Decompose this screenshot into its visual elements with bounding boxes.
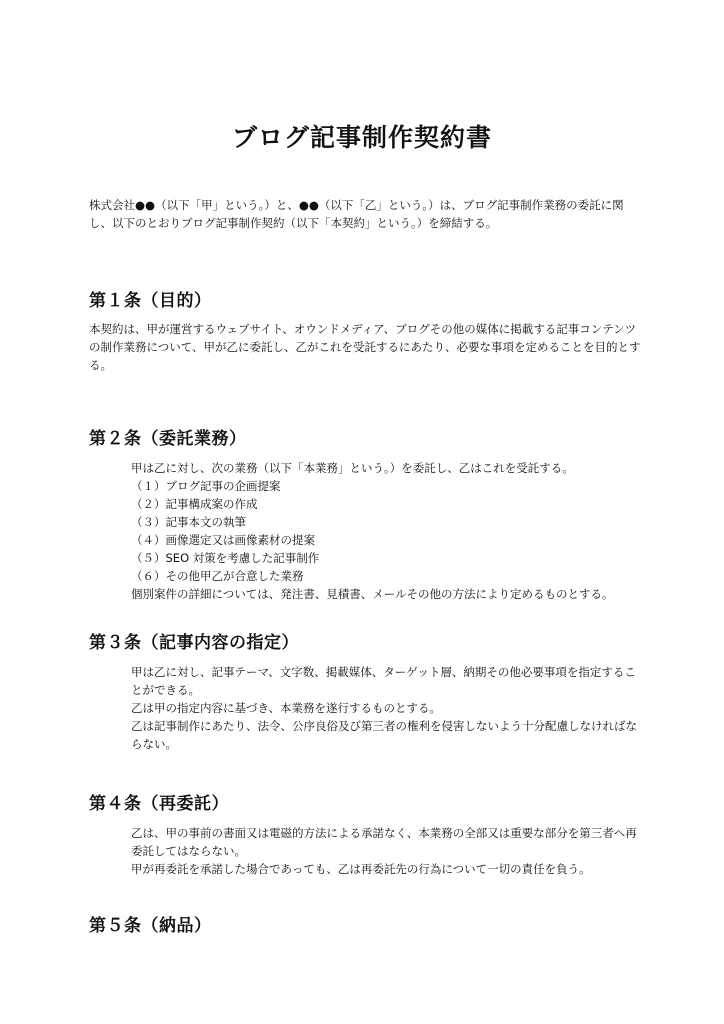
intro-paragraph: 株式会社●●（以下「甲」という。）と、●●（以下「乙」という。）は、ブログ記事制作業務の委託に関し、以下のとおりブログ記事制作契約（以下「本契約」という。）を締結する。 <box>89 198 624 230</box>
article-2-item-2: （２）記事構成案の作成 <box>131 497 258 511</box>
article-3-paragraph-1: 甲は乙に対し、記事テーマ、文字数、掲載媒体、ターゲット層、納期その他必要事項を指定することができる。 <box>131 665 636 697</box>
article-3-heading: 第３条（記事内容の指定） <box>89 633 299 653</box>
article-2-closing: 個別案件の詳細については、発注書、見積書、メールその他の方法により定めるものとする。 <box>131 587 614 601</box>
article-3-body <box>131 663 641 753</box>
article-2-item-4: （４）画像選定又は画像素材の提案 <box>131 533 315 547</box>
article-3-paragraph-2: 乙は甲の指定内容に基づき、本業務を遂行するものとする。 <box>131 701 442 715</box>
article-2-item-1: （１）ブログ記事の企画提案 <box>131 479 281 493</box>
article-4-paragraph-2: 甲が再委託を承諾した場合であっても、乙は再委託先の行為について一切の責任を負う。 <box>131 862 591 876</box>
article-3-paragraph-3: 乙は記事制作にあたり、法令、公序良俗及び第三者の権利を侵害しないよう十分配慮しなければならない。 <box>131 719 637 751</box>
article-2-item-3: （３）記事本文の執筆 <box>131 515 246 529</box>
article-2-body <box>131 459 641 603</box>
document-title: ブログ記事制作契約書 <box>231 123 492 152</box>
article-2-item-5: （５）SEO 対策を考慮した記事制作 <box>131 551 320 565</box>
article-1-heading: 第１条（目的） <box>89 291 212 311</box>
article-4-paragraph-1: 乙は、甲の事前の書面又は電磁的方法による承諾なく、本業務の全部又は重要な部分を第三者へ再委託してはならない。 <box>131 826 637 858</box>
article-2-lead: 甲は乙に対し、次の業務（以下「本業務」という。）を委託し、乙はこれを受託する。 <box>131 461 574 475</box>
article-2-item-6: （６）その他甲乙が合意した業務 <box>131 569 304 583</box>
article-5-heading: 第５条（納品） <box>89 916 212 936</box>
article-4-body <box>131 824 641 878</box>
article-2-heading: 第２条（委託業務） <box>89 429 247 449</box>
article-1-paragraph: 本契約は、甲が運営するウェブサイト、オウンドメディア、ブログその他の媒体に掲載する記事コンテンツの制作業務について、甲が乙に委託し、乙がこれを受託するにあたり、必要な事項を定めることを目的とする。 <box>89 322 641 372</box>
article-4-heading: 第４条（再委託） <box>89 794 229 814</box>
